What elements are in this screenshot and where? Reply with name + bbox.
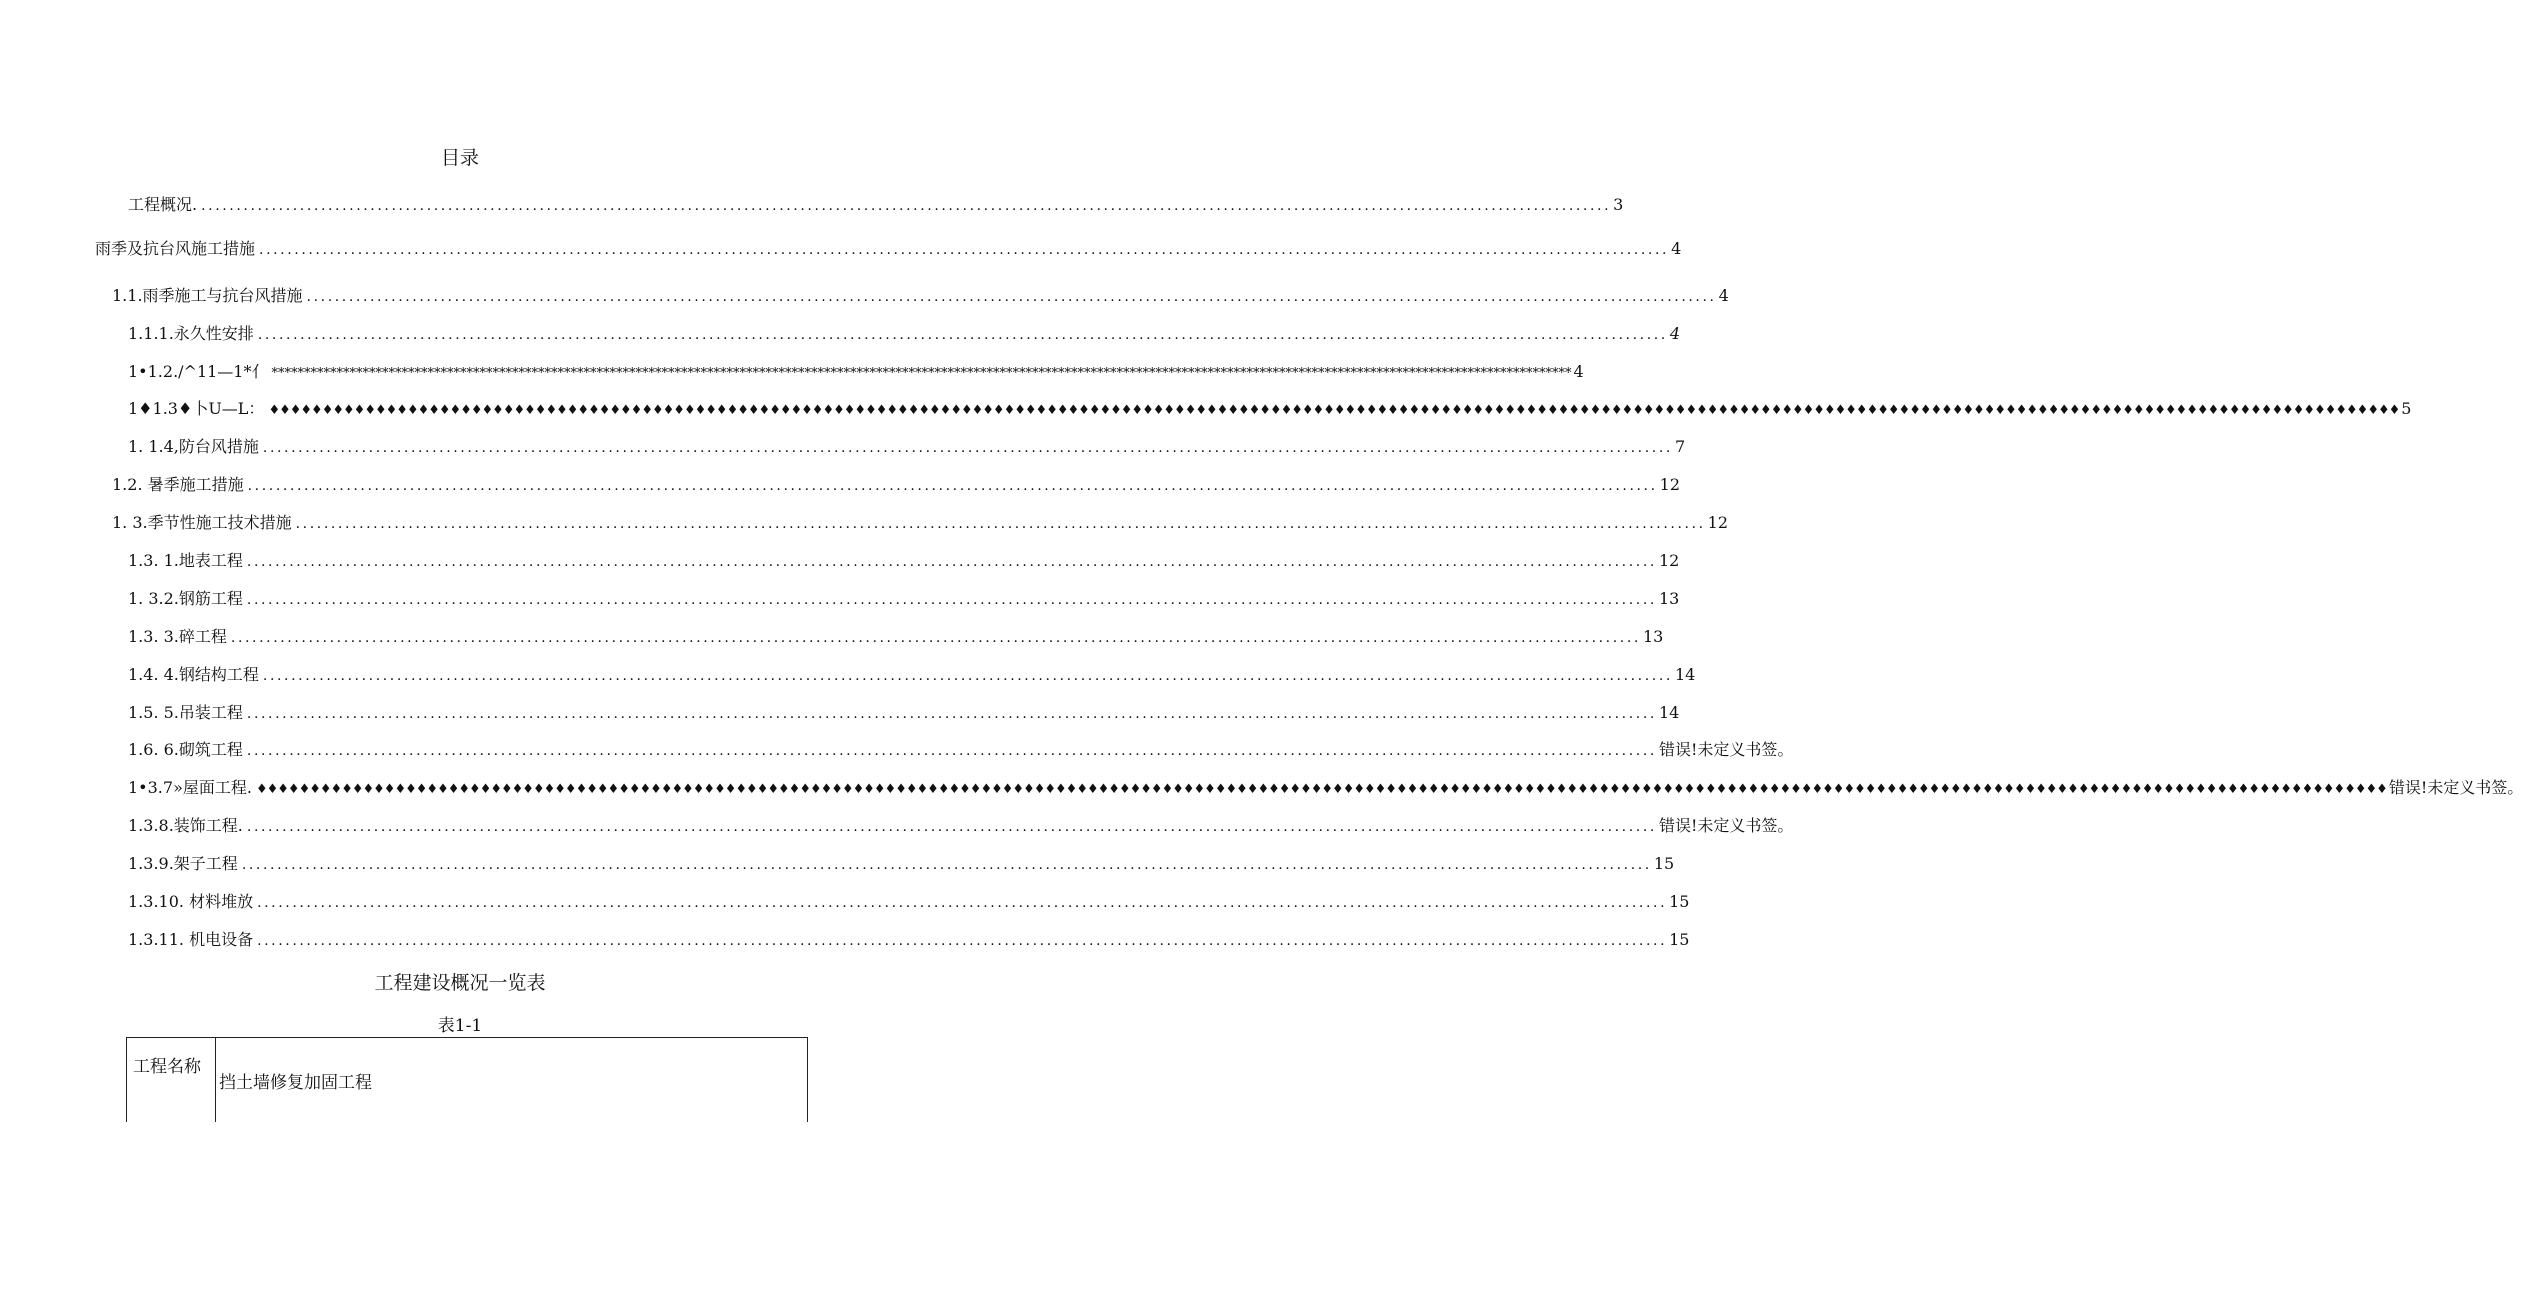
toc-entry-label: 1. 3.2.钢筋工程: [128, 589, 243, 608]
toc-entry-page: 3: [1613, 195, 1624, 214]
toc-entry[interactable]: [128, 359, 1584, 385]
toc-entry-page: 13: [1658, 589, 1680, 608]
toc-leader: ........................................................................................................................................................................................................: [246, 706, 1657, 722]
toc-entry[interactable]: [128, 775, 2523, 801]
toc-entry-label: 1. 3.季节性施工技术措施: [112, 513, 292, 532]
toc-entry[interactable]: [128, 662, 1696, 688]
toc-entry-label: 1.4. 4.钢结构工程: [128, 665, 259, 684]
toc-entry-label: 工程概况.: [128, 195, 198, 214]
toc-entry[interactable]: [128, 321, 1681, 347]
toc-entry[interactable]: [128, 192, 1624, 218]
toc-entry[interactable]: [128, 851, 1675, 877]
toc-leader: ********************************************************************************************************************************************************************************************************: [271, 366, 1572, 381]
toc-leader: ........................................................................................................................................................................................................: [241, 857, 1652, 873]
toc-title: 目录: [440, 147, 479, 169]
toc-entry-page: 15: [1669, 930, 1690, 949]
toc-entry-page: 错误!未定义书签。: [1658, 740, 1794, 759]
toc-leader: ........................................................................................................................................................................................................: [246, 592, 1657, 608]
toc-entry-page: 4: [1573, 362, 1584, 381]
toc-entry-label: 1♦1.3♦卜U—L：: [128, 399, 265, 418]
toc-leader: ........................................................................................................................................................................................................: [257, 327, 1668, 343]
section-title: 工程建设概况一览表: [374, 972, 546, 994]
toc-entry-label: 1•1.2./^11—1*亻: [128, 362, 268, 381]
toc-leader: ........................................................................................................................................................................................................: [246, 554, 1657, 570]
toc-entry-label: 1.3. 1.地表工程: [128, 551, 243, 570]
toc-leader: ........................................................................................................................................................................................................: [201, 198, 1612, 214]
toc-entry-page: 15: [1669, 892, 1690, 911]
toc-entry-page: 4: [1671, 239, 1682, 258]
toc-entry[interactable]: [112, 510, 1729, 536]
toc-entry[interactable]: [128, 434, 1686, 460]
toc-entry-page: 4: [1669, 324, 1681, 343]
toc-entry-label: 1.1.1.永久性安排: [128, 324, 254, 343]
toc-leader: ♦♦♦♦♦♦♦♦♦♦♦♦♦♦♦♦♦♦♦♦♦♦♦♦♦♦♦♦♦♦♦♦♦♦♦♦♦♦♦♦♦♦♦♦♦♦♦♦♦♦♦♦♦♦♦♦♦♦♦♦♦♦♦♦♦♦♦♦♦♦♦♦♦♦♦♦♦♦♦♦♦♦♦♦♦♦♦♦♦♦♦♦♦♦♦♦♦♦♦♦♦♦♦♦♦♦♦♦♦♦♦♦♦♦♦♦♦♦♦♦♦♦♦♦♦♦♦♦♦♦♦♦♦♦♦♦♦♦♦♦♦♦♦♦♦♦♦♦♦♦♦♦♦♦♦♦♦♦♦♦♦♦♦♦♦♦♦♦♦♦♦♦♦♦♦♦♦♦♦♦♦♦♦♦♦♦♦♦♦♦♦♦♦♦♦♦♦♦♦♦: [255, 782, 2387, 797]
toc-entry[interactable]: [128, 586, 1680, 612]
toc-leader: ♦♦♦♦♦♦♦♦♦♦♦♦♦♦♦♦♦♦♦♦♦♦♦♦♦♦♦♦♦♦♦♦♦♦♦♦♦♦♦♦♦♦♦♦♦♦♦♦♦♦♦♦♦♦♦♦♦♦♦♦♦♦♦♦♦♦♦♦♦♦♦♦♦♦♦♦♦♦♦♦♦♦♦♦♦♦♦♦♦♦♦♦♦♦♦♦♦♦♦♦♦♦♦♦♦♦♦♦♦♦♦♦♦♦♦♦♦♦♦♦♦♦♦♦♦♦♦♦♦♦♦♦♦♦♦♦♦♦♦♦♦♦♦♦♦♦♦♦♦♦♦♦♦♦♦♦♦♦♦♦♦♦♦♦♦♦♦♦♦♦♦♦♦♦♦♦♦♦♦♦♦♦♦♦♦♦♦♦♦♦♦♦♦♦♦♦♦♦♦♦: [268, 403, 2400, 418]
toc-leader: ........................................................................................................................................................................................................: [230, 630, 1641, 646]
toc-entry-label: 1.2. 暑季施工措施: [112, 475, 244, 494]
project-name-label: 工程名称: [127, 1038, 216, 1122]
toc-leader: ........................................................................................................................................................................................................: [257, 895, 1668, 911]
toc-entry-label: 1. 1.4,防台风措施: [128, 437, 259, 456]
toc-entry-page: 错误!未定义书签。: [2388, 778, 2523, 797]
toc-entry[interactable]: [128, 700, 1680, 726]
toc-entry-page: 12: [1659, 475, 1681, 494]
toc-entry-page: 14: [1658, 703, 1680, 722]
toc-entry[interactable]: [128, 624, 1664, 650]
toc-leader: ........................................................................................................................................................................................................: [262, 440, 1673, 456]
toc-entry-page: 7: [1674, 437, 1686, 456]
toc-entry-label: 1.3.10. 材料堆放: [128, 892, 254, 911]
toc-entry-page: 12: [1707, 513, 1729, 532]
project-name-value: 挡土墙修复加固工程: [219, 1073, 372, 1093]
toc-entry[interactable]: [128, 396, 2412, 422]
toc-entry-page: 14: [1674, 665, 1696, 684]
toc-entry[interactable]: [128, 889, 1690, 915]
toc-leader: ........................................................................................................................................................................................................: [262, 668, 1673, 684]
toc-entry[interactable]: [112, 472, 1681, 498]
toc-entry-label: 1.3.11. 机电设备: [128, 930, 254, 949]
toc-entry[interactable]: [95, 236, 1682, 262]
toc-leader: ........................................................................................................................................................................................................: [306, 289, 1717, 305]
toc-entry[interactable]: [128, 548, 1680, 574]
table-number: 表1-1: [437, 1016, 483, 1036]
toc-entry[interactable]: [128, 737, 1794, 763]
toc-leader: ........................................................................................................................................................................................................: [257, 933, 1668, 949]
toc-entry[interactable]: [128, 927, 1690, 953]
toc-entry-label: 1•3.7»屋面工程.: [128, 778, 252, 797]
toc-leader: ........................................................................................................................................................................................................: [246, 743, 1657, 759]
toc-leader: ........................................................................................................................................................................................................: [259, 242, 1670, 258]
toc-entry-label: 1.6. 6.砌筑工程: [128, 740, 243, 759]
toc-entry-label: 1.3.8.装饰工程.: [128, 816, 243, 835]
toc-entry-page: 13: [1642, 627, 1664, 646]
toc-entry-page: 4: [1718, 286, 1729, 305]
toc-entry[interactable]: [128, 813, 1794, 839]
toc-leader: ........................................................................................................................................................................................................: [246, 819, 1657, 835]
toc-entry-page: 错误!未定义书签。: [1658, 816, 1794, 835]
toc-entry-label: 1.3.9.架子工程: [128, 854, 238, 873]
toc-entry-page: 5: [2401, 399, 2412, 418]
toc-entry-label: 1.5. 5.吊装工程: [128, 703, 243, 722]
toc-entry-page: 15: [1653, 854, 1675, 873]
toc-leader: ........................................................................................................................................................................................................: [247, 478, 1658, 494]
toc-entry-label: 1.3. 3.碎工程: [128, 627, 227, 646]
toc-entry-page: 12: [1658, 551, 1680, 570]
toc-entry-label: 1.1.雨季施工与抗台风措施: [112, 286, 303, 305]
toc-entry[interactable]: [112, 283, 1729, 309]
toc-entry-label: 雨季及抗台风施工措施: [95, 239, 256, 258]
toc-leader: ........................................................................................................................................................................................................: [295, 516, 1706, 532]
overview-table: [126, 1037, 808, 1122]
